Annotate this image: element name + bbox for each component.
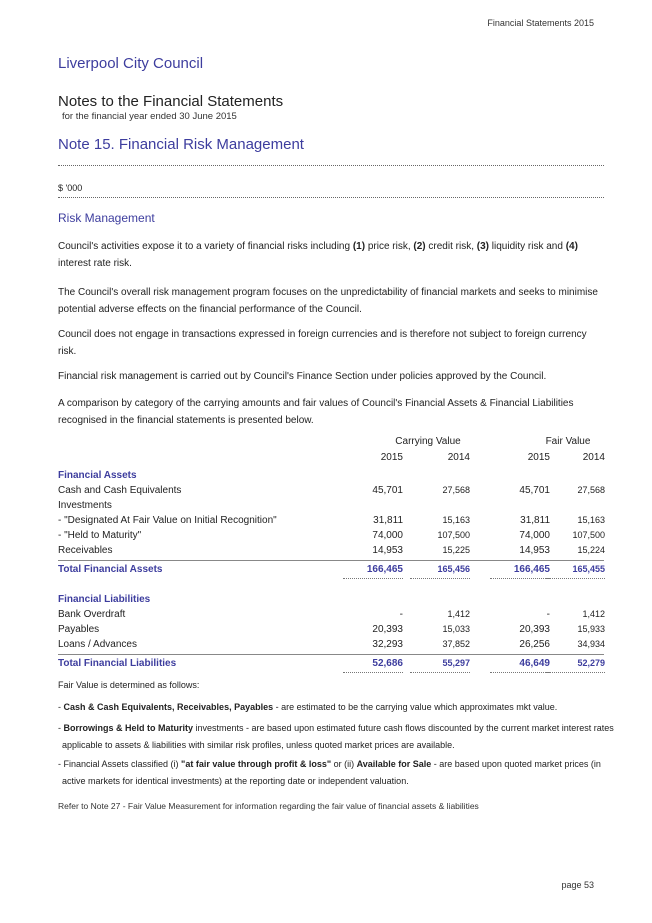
total-underline <box>490 578 550 579</box>
paragraph-program: The Council's overall risk management program focuses on the unpredictability of financial markets and seeks to minimise potential adverse effects on the financial performance of the Council. <box>58 287 598 315</box>
assets-section-title: Financial Assets <box>58 470 137 481</box>
table-year-header <box>58 452 604 468</box>
document-label: Financial Statements 2015 <box>487 18 594 28</box>
total-underline <box>490 672 550 673</box>
footer-reference: Refer to Note 27 - Fair Value Measurement for information regarding the fair value of financial assets & liabilities <box>58 801 479 811</box>
council-name: Liverpool City Council <box>58 55 204 72</box>
year-header: 2015 <box>527 452 550 463</box>
liabilities-section-title: Financial Liabilities <box>58 594 151 605</box>
paragraph-risks: Council's activities expose it to a variety of financial risks including (1) price risk, (2) credit risk, (3) liquidity risk and (4) interest rate risk. <box>58 241 578 269</box>
table-row: Investments <box>58 500 112 511</box>
paragraph-currency: Council does not engage in transactions expressed in foreign currencies and is therefore not subject to foreign currency risk. <box>58 329 587 357</box>
row-divider <box>58 654 604 655</box>
total-underline <box>410 672 470 673</box>
fair-value-header: Fair Value <box>545 436 591 447</box>
total-underline <box>410 578 470 579</box>
fair-value-bullet: - Financial Assets classified (i) "at fair value through profit & loss" or (ii) Available for Sale - are based upon quoted market prices (in active markets for identical investments) at the reporting date or independent valuation. <box>58 759 601 786</box>
table-total-row: Total Financial Assets 166,465 165,456 166,465 165,455 <box>58 564 604 579</box>
table-row: - "Designated At Fair Value on Initial Recognition" 31,811 15,163 31,811 15,163 <box>58 515 605 526</box>
divider <box>58 165 604 166</box>
table-row: - "Held to Maturity" 74,000 107,500 74,000 107,500 <box>58 530 605 541</box>
table-row: Cash and Cash Equivalents 45,701 27,568 45,701 27,568 <box>58 485 605 496</box>
year-header: 2014 <box>582 452 605 463</box>
total-underline <box>545 578 605 579</box>
total-underline <box>343 578 403 579</box>
table-row: Receivables 14,953 15,225 14,953 15,224 <box>58 545 604 560</box>
note-heading: Note 15. Financial Risk Management <box>58 136 304 153</box>
units-label: $ '000 <box>58 183 83 193</box>
page-number: page 53 <box>561 880 594 890</box>
fair-value-bullet: - Cash & Cash Equivalents, Receivables, Payables - are estimated to be the carrying value which approximates mkt value. <box>58 702 558 712</box>
row-divider <box>58 560 604 561</box>
fair-value-intro: Fair Value is determined as follows: <box>58 680 200 690</box>
notes-subtitle: for the financial year ended 30 June 2015 <box>62 111 237 122</box>
paragraph-comparison: A comparison by category of the carrying amounts and fair values of Council's Financial Assets & Financial Liabilities recognised in the financial statements is presented below. <box>58 398 574 426</box>
notes-title: Notes to the Financial Statements <box>58 93 284 110</box>
fair-value-bullet: - Borrowings & Held to Maturity investments - are based upon estimated future cash flows discounted by the current market interest rates applicable to assets & liabilities with similar risk profiles, unless quoted market prices are available. <box>58 723 614 750</box>
table-row: Bank Overdraft - 1,412 - 1,412 <box>58 609 605 620</box>
total-underline <box>545 672 605 673</box>
table-group-header <box>58 436 604 452</box>
table-total-row: Total Financial Liabilities 52,686 55,297 46,649 52,279 <box>58 658 604 673</box>
financial-table <box>58 436 604 673</box>
table-row: Payables 20,393 15,033 20,393 15,933 <box>58 624 605 635</box>
section-title: Risk Management <box>58 211 155 225</box>
table-row: Loans / Advances 32,293 37,852 26,256 34,934 <box>58 639 604 654</box>
total-underline <box>343 672 403 673</box>
paragraph-management: Financial risk management is carried out by Council's Finance Section under policies approved by the Council. <box>58 371 547 382</box>
carrying-value-header: Carrying Value <box>395 436 461 447</box>
divider <box>58 197 604 198</box>
year-header: 2015 <box>380 452 403 463</box>
year-header: 2014 <box>447 452 470 463</box>
